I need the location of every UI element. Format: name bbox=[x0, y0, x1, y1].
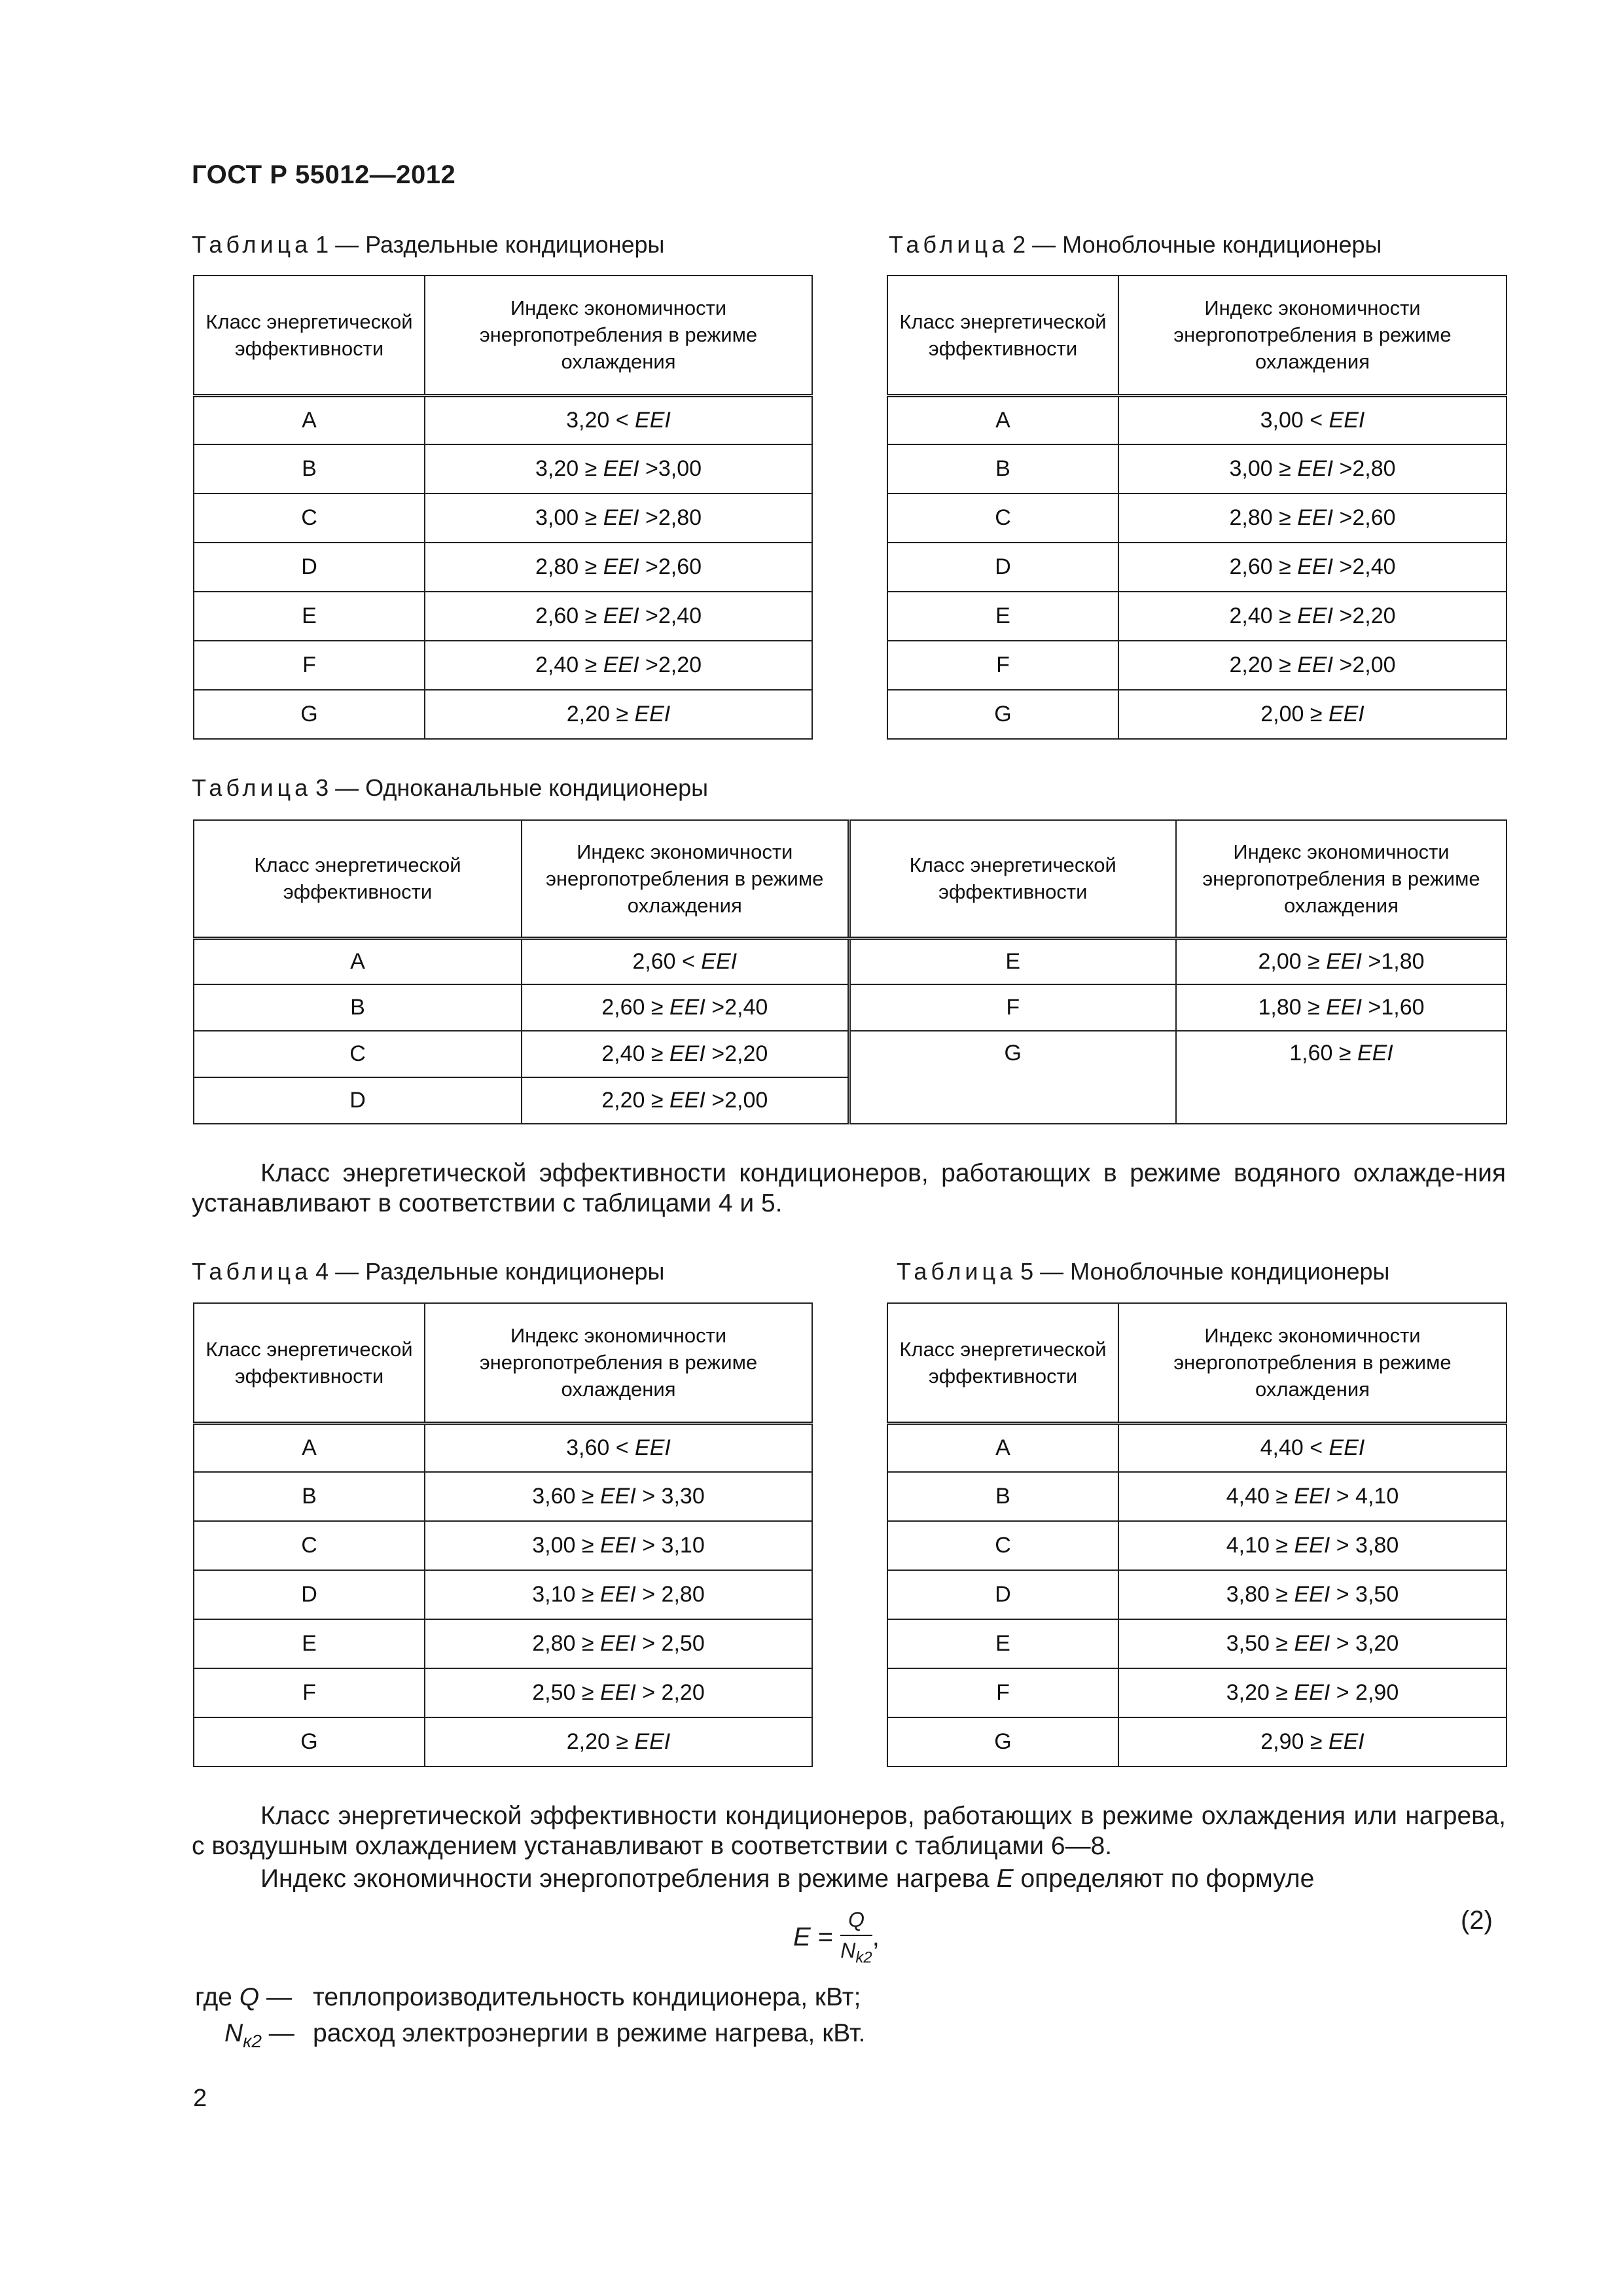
eei-symbol: EEI bbox=[1329, 407, 1365, 433]
index-prefix: 3,60 ≥ bbox=[532, 1484, 600, 1509]
class-cell: C bbox=[887, 1521, 1118, 1570]
index-suffix: >2,80 bbox=[639, 505, 702, 530]
table-row bbox=[887, 1521, 1507, 1570]
index-cell bbox=[1118, 690, 1507, 739]
eei-symbol: EEI bbox=[1294, 1533, 1330, 1558]
eei-symbol: EEI bbox=[1297, 653, 1334, 677]
index-cell bbox=[1118, 1472, 1507, 1521]
eei-symbol: EEI bbox=[635, 1435, 671, 1460]
class-cell: D bbox=[887, 1570, 1118, 1619]
eei-symbol: EEI bbox=[1294, 1484, 1330, 1509]
eei-symbol: EEI bbox=[600, 1680, 636, 1705]
index-cell bbox=[425, 1570, 812, 1619]
index-suffix: > 3,80 bbox=[1330, 1533, 1399, 1558]
table-row bbox=[887, 1472, 1507, 1521]
legend-n bbox=[224, 2019, 294, 2052]
index-prefix: 3,20 ≥ bbox=[1226, 1680, 1294, 1705]
index-prefix: 3,00 ≥ bbox=[535, 505, 603, 530]
legend-n-dash: — bbox=[261, 2019, 294, 2047]
index-suffix: > 3,30 bbox=[635, 1484, 705, 1509]
index-cell bbox=[522, 1077, 849, 1124]
table1-caption bbox=[192, 231, 664, 259]
index-cell bbox=[1118, 641, 1507, 690]
index-cell bbox=[425, 444, 812, 493]
index-suffix: >2,60 bbox=[639, 554, 702, 579]
index-cell bbox=[1176, 984, 1507, 1031]
table-row bbox=[194, 1717, 812, 1767]
class-cell: G bbox=[849, 1031, 1176, 1124]
index-cell bbox=[1118, 493, 1507, 543]
index-cell bbox=[522, 1031, 849, 1077]
table4-caption-rest: 4 — Раздельные кондиционеры bbox=[315, 1258, 665, 1285]
paragraph-heating-index-var: E bbox=[996, 1865, 1014, 1893]
eei-symbol: EEI bbox=[1294, 1582, 1330, 1607]
class-cell: B bbox=[194, 444, 425, 493]
eei-symbol: EEI bbox=[603, 456, 639, 481]
index-prefix: 4,40 ≥ bbox=[1226, 1484, 1294, 1509]
class-cell: B bbox=[887, 1472, 1118, 1521]
eei-symbol: EEI bbox=[634, 702, 671, 726]
class-cell: B bbox=[194, 1472, 425, 1521]
table3-caption bbox=[192, 774, 708, 802]
index-cell bbox=[522, 938, 849, 984]
class-cell: E bbox=[887, 592, 1118, 641]
eei-symbol: EEI bbox=[1297, 456, 1334, 481]
index-prefix: 3,00 < bbox=[1260, 407, 1329, 433]
class-cell: D bbox=[194, 543, 425, 592]
table-row bbox=[887, 641, 1507, 690]
eei-symbol: EEI bbox=[669, 995, 705, 1020]
table-row bbox=[194, 444, 812, 493]
class-cell: D bbox=[194, 1570, 425, 1619]
formula-2 bbox=[793, 1908, 880, 1967]
paragraph-heating-index bbox=[260, 1864, 1314, 1894]
index-cell bbox=[425, 543, 812, 592]
class-cell: F bbox=[887, 641, 1118, 690]
index-cell bbox=[1118, 1570, 1507, 1619]
index-suffix: >2,40 bbox=[639, 603, 702, 628]
table-row bbox=[887, 1570, 1507, 1619]
index-prefix: 2,40 ≥ bbox=[601, 1041, 669, 1066]
class-cell: G bbox=[194, 690, 425, 739]
paragraph-air-cooling: Класс энергетической эффективности кондиционеров, работающих в режиме охлаждения или нагрева, с воздушным охлаждением устанавливают в соответствии с таблицами 6—8. bbox=[192, 1802, 1506, 1860]
table1 bbox=[193, 275, 813, 740]
table4-caption bbox=[192, 1258, 664, 1285]
index-suffix: >2,40 bbox=[1333, 554, 1396, 579]
table-row bbox=[194, 938, 1507, 984]
table-row bbox=[194, 690, 812, 739]
eei-symbol: EEI bbox=[1297, 554, 1334, 579]
index-prefix: 3,00 ≥ bbox=[532, 1533, 600, 1558]
table-row bbox=[887, 592, 1507, 641]
index-cell bbox=[425, 592, 812, 641]
eei-symbol: EEI bbox=[600, 1582, 636, 1607]
class-cell: G bbox=[887, 690, 1118, 739]
legend-n-text: расход электроэнергии в режиме нагрева, кВт. bbox=[313, 2019, 866, 2047]
table-row bbox=[194, 1472, 812, 1521]
index-prefix: 2,60 ≥ bbox=[1229, 554, 1298, 579]
table-row bbox=[194, 395, 812, 444]
paragraph-heating-index-post: определяют по формуле bbox=[1013, 1865, 1315, 1893]
index-prefix: 2,40 ≥ bbox=[535, 653, 603, 677]
eei-symbol: EEI bbox=[600, 1533, 636, 1558]
formula-eq: = bbox=[810, 1922, 841, 1952]
eei-symbol: EEI bbox=[1294, 1680, 1330, 1705]
index-suffix: >2,60 bbox=[1333, 505, 1396, 530]
class-cell: B bbox=[887, 444, 1118, 493]
class-cell: E bbox=[194, 1619, 425, 1668]
table-row bbox=[194, 1619, 812, 1668]
document-header: ГОСТ Р 55012—2012 bbox=[192, 160, 456, 189]
index-prefix: 1,80 ≥ bbox=[1258, 995, 1327, 1020]
index-cell bbox=[1118, 395, 1507, 444]
index-suffix: >2,20 bbox=[639, 653, 702, 677]
table-row bbox=[194, 641, 812, 690]
index-suffix: >2,80 bbox=[1333, 456, 1396, 481]
class-cell: D bbox=[887, 543, 1118, 592]
index-suffix: > 4,10 bbox=[1330, 1484, 1399, 1509]
index-suffix: >2,00 bbox=[1333, 653, 1396, 677]
eei-symbol: EEI bbox=[1326, 948, 1363, 974]
index-prefix: 4,10 ≥ bbox=[1226, 1533, 1294, 1558]
class-cell: A bbox=[194, 395, 425, 444]
index-prefix: 2,90 ≥ bbox=[1260, 1729, 1329, 1754]
index-prefix: 3,80 ≥ bbox=[1226, 1582, 1294, 1607]
index-cell bbox=[425, 1668, 812, 1717]
formula-number: (2) bbox=[1461, 1906, 1493, 1935]
table3-header-index-right: Индекс экономичности энергопотребления в режиме охлаждения bbox=[1176, 820, 1507, 938]
table-row bbox=[194, 1570, 812, 1619]
eei-symbol: EEI bbox=[603, 603, 639, 628]
class-cell: C bbox=[194, 493, 425, 543]
class-cell: E bbox=[849, 938, 1176, 984]
table2-header-index: Индекс экономичности энергопотребления в режиме охлаждения bbox=[1118, 276, 1507, 395]
table-row bbox=[194, 1031, 1507, 1077]
index-cell bbox=[1176, 1031, 1507, 1124]
index-cell bbox=[425, 1619, 812, 1668]
class-cell: F bbox=[887, 1668, 1118, 1717]
table4-caption-word: Таблица bbox=[192, 1258, 312, 1285]
eei-symbol: EEI bbox=[603, 554, 639, 579]
formula-denominator bbox=[840, 1936, 872, 1967]
table-row bbox=[887, 444, 1507, 493]
index-suffix: > 2,80 bbox=[635, 1582, 705, 1607]
eei-symbol: EEI bbox=[1357, 1041, 1393, 1066]
eei-symbol: EEI bbox=[1297, 603, 1334, 628]
class-cell: A bbox=[887, 1423, 1118, 1472]
legend-q-dash: — bbox=[259, 1983, 292, 2011]
table5-header-class: Класс энергетической эффективности bbox=[887, 1303, 1118, 1423]
table3-caption-rest: 3 — Одноканальные кондиционеры bbox=[315, 774, 709, 801]
class-cell: G bbox=[194, 1717, 425, 1767]
table-row bbox=[194, 1668, 812, 1717]
index-cell bbox=[1118, 1668, 1507, 1717]
table4-header-index: Индекс экономичности энергопотребления в режиме охлаждения bbox=[425, 1303, 812, 1423]
table3 bbox=[193, 819, 1507, 1124]
index-prefix: 2,20 ≥ bbox=[566, 1729, 635, 1754]
eei-symbol: EEI bbox=[1328, 702, 1364, 726]
table5-caption-word: Таблица bbox=[897, 1258, 1017, 1285]
index-cell bbox=[1176, 938, 1507, 984]
class-cell: A bbox=[194, 1423, 425, 1472]
class-cell: B bbox=[194, 984, 522, 1031]
table-row bbox=[887, 1423, 1507, 1472]
eei-symbol: EEI bbox=[1326, 995, 1363, 1020]
eei-symbol: EEI bbox=[635, 407, 671, 433]
index-cell bbox=[1118, 543, 1507, 592]
table5 bbox=[887, 1302, 1507, 1767]
index-cell bbox=[1118, 1717, 1507, 1767]
index-prefix: 2,40 ≥ bbox=[1229, 603, 1298, 628]
index-prefix: 2,80 ≥ bbox=[532, 1631, 600, 1656]
table5-caption bbox=[897, 1258, 1389, 1285]
index-suffix: >2,20 bbox=[1333, 603, 1396, 628]
formula-numerator: Q bbox=[840, 1908, 872, 1936]
index-cell bbox=[425, 395, 812, 444]
class-cell: C bbox=[887, 493, 1118, 543]
table2-caption-word: Таблица bbox=[889, 231, 1009, 258]
index-prefix: 2,20 ≥ bbox=[1229, 653, 1298, 677]
index-cell bbox=[425, 1717, 812, 1767]
index-prefix: 3,20 ≥ bbox=[535, 456, 603, 481]
table1-caption-rest: 1 — Раздельные кондиционеры bbox=[315, 231, 665, 258]
index-prefix: 3,20 < bbox=[566, 407, 635, 433]
class-cell: C bbox=[194, 1521, 425, 1570]
legend-q-symbol: Q bbox=[239, 1983, 260, 2011]
table4-header-class: Класс энергетической эффективности bbox=[194, 1303, 425, 1423]
table-row bbox=[194, 592, 812, 641]
formula-den-main: N bbox=[840, 1939, 856, 1962]
index-prefix: 2,60 ≥ bbox=[535, 603, 603, 628]
eei-symbol: EEI bbox=[1328, 1729, 1364, 1754]
eei-symbol: EEI bbox=[1294, 1631, 1330, 1656]
paragraph-heating-index-pre: Индекс экономичности энергопотребления в режиме нагрева bbox=[260, 1865, 997, 1893]
index-suffix: >1,60 bbox=[1362, 995, 1425, 1020]
table-row bbox=[887, 1668, 1507, 1717]
index-cell bbox=[1118, 592, 1507, 641]
index-prefix: 2,80 ≥ bbox=[535, 554, 603, 579]
legend-q bbox=[195, 1983, 292, 2012]
legend-q-lead: где bbox=[195, 1983, 240, 2011]
index-prefix: 2,00 ≥ bbox=[1260, 702, 1329, 726]
table-row bbox=[887, 1619, 1507, 1668]
class-cell: F bbox=[194, 1668, 425, 1717]
table-row bbox=[194, 1521, 812, 1570]
index-prefix: 3,00 ≥ bbox=[1229, 456, 1298, 481]
table-row bbox=[887, 395, 1507, 444]
eei-symbol: EEI bbox=[669, 1088, 705, 1113]
index-cell bbox=[425, 641, 812, 690]
table3-header-class-left: Класс энергетической эффективности bbox=[194, 820, 522, 938]
index-cell bbox=[1118, 1423, 1507, 1472]
index-prefix: 2,50 ≥ bbox=[532, 1680, 600, 1705]
class-cell: A bbox=[887, 395, 1118, 444]
index-suffix: >1,80 bbox=[1362, 948, 1425, 974]
formula-tail: , bbox=[872, 1922, 880, 1952]
eei-symbol: EEI bbox=[600, 1631, 636, 1656]
index-suffix: > 2,50 bbox=[635, 1631, 705, 1656]
index-prefix: 2,20 ≥ bbox=[566, 702, 635, 726]
table3-header-index-left: Индекс экономичности энергопотребления в режиме охлаждения bbox=[522, 820, 849, 938]
index-suffix: >2,40 bbox=[705, 995, 768, 1020]
table2-caption-rest: 2 — Моноблочные кондиционеры bbox=[1012, 231, 1382, 258]
index-suffix: > 3,20 bbox=[1330, 1631, 1399, 1656]
index-prefix: 1,60 ≥ bbox=[1289, 1041, 1357, 1066]
table-row bbox=[194, 984, 1507, 1031]
formula-den-sub: k2 bbox=[855, 1948, 872, 1967]
eei-symbol: EEI bbox=[634, 1729, 671, 1754]
eei-symbol: EEI bbox=[600, 1484, 636, 1509]
index-suffix: > 2,20 bbox=[635, 1680, 705, 1705]
table-row bbox=[194, 1423, 812, 1472]
eei-symbol: EEI bbox=[1329, 1435, 1365, 1460]
table4 bbox=[193, 1302, 813, 1767]
index-prefix: 2,20 ≥ bbox=[601, 1088, 669, 1113]
index-cell bbox=[425, 690, 812, 739]
index-cell bbox=[1118, 444, 1507, 493]
index-prefix: 2,80 ≥ bbox=[1229, 505, 1298, 530]
index-prefix: 3,60 < bbox=[566, 1435, 635, 1460]
legend-n-subscript: к2 bbox=[243, 2030, 262, 2051]
eei-symbol: EEI bbox=[603, 505, 639, 530]
index-cell bbox=[425, 1423, 812, 1472]
index-prefix: 4,40 < bbox=[1260, 1435, 1329, 1460]
table2-header-class: Класс энергетической эффективности bbox=[887, 276, 1118, 395]
index-cell bbox=[1118, 1521, 1507, 1570]
class-cell: F bbox=[194, 641, 425, 690]
class-cell: C bbox=[194, 1031, 522, 1077]
eei-symbol: EEI bbox=[701, 948, 738, 974]
eei-symbol: EEI bbox=[669, 1041, 705, 1066]
legend-n-symbol: N bbox=[224, 2019, 243, 2047]
index-suffix: >2,20 bbox=[705, 1041, 768, 1066]
index-cell bbox=[425, 493, 812, 543]
class-cell: E bbox=[194, 592, 425, 641]
index-suffix: > 3,10 bbox=[635, 1533, 705, 1558]
table2 bbox=[887, 275, 1507, 740]
index-prefix: 2,00 ≥ bbox=[1258, 948, 1327, 974]
index-prefix: 3,50 ≥ bbox=[1226, 1631, 1294, 1656]
eei-symbol: EEI bbox=[603, 653, 639, 677]
table1-header-class: Класс энергетической эффективности bbox=[194, 276, 425, 395]
class-cell: E bbox=[887, 1619, 1118, 1668]
index-suffix: >3,00 bbox=[639, 456, 702, 481]
index-suffix: > 3,50 bbox=[1330, 1582, 1399, 1607]
formula-fraction bbox=[840, 1908, 872, 1967]
table-row bbox=[887, 543, 1507, 592]
index-cell bbox=[522, 984, 849, 1031]
formula-lhs: E bbox=[793, 1922, 811, 1952]
class-cell: G bbox=[887, 1717, 1118, 1767]
table3-caption-word: Таблица bbox=[192, 774, 312, 801]
eei-symbol: EEI bbox=[1297, 505, 1334, 530]
index-prefix: 3,10 ≥ bbox=[532, 1582, 600, 1607]
table-row bbox=[194, 493, 812, 543]
index-prefix: 2,60 < bbox=[632, 948, 702, 974]
table1-caption-word: Таблица bbox=[192, 231, 312, 258]
table-row bbox=[887, 493, 1507, 543]
page-number: 2 bbox=[193, 2085, 207, 2112]
class-cell: A bbox=[194, 938, 522, 984]
index-prefix: 2,60 ≥ bbox=[601, 995, 669, 1020]
table-row bbox=[194, 543, 812, 592]
index-suffix: > 2,90 bbox=[1330, 1680, 1399, 1705]
table2-caption bbox=[889, 231, 1382, 259]
table5-caption-rest: 5 — Моноблочные кондиционеры bbox=[1020, 1258, 1390, 1285]
index-cell bbox=[1118, 1619, 1507, 1668]
table3-header-class-right: Класс энергетической эффективности bbox=[849, 820, 1176, 938]
table1-header-index: Индекс экономичности энергопотребления в режиме охлаждения bbox=[425, 276, 812, 395]
legend-q-text: теплопроизводительность кондиционера, кВт; bbox=[313, 1983, 861, 2011]
class-cell: D bbox=[194, 1077, 522, 1124]
index-suffix: >2,00 bbox=[705, 1088, 768, 1113]
class-cell: F bbox=[849, 984, 1176, 1031]
paragraph-water-cooling: Класс энергетической эффективности кондиционеров, работающих в режиме водяного охлажде-ния устанавливают в соответствии с таблицами 4 и 5. bbox=[192, 1159, 1506, 1217]
index-cell bbox=[425, 1521, 812, 1570]
table-row bbox=[887, 690, 1507, 739]
table5-header-index: Индекс экономичности энергопотребления в режиме охлаждения bbox=[1118, 1303, 1507, 1423]
index-cell bbox=[425, 1472, 812, 1521]
table-row bbox=[887, 1717, 1507, 1767]
